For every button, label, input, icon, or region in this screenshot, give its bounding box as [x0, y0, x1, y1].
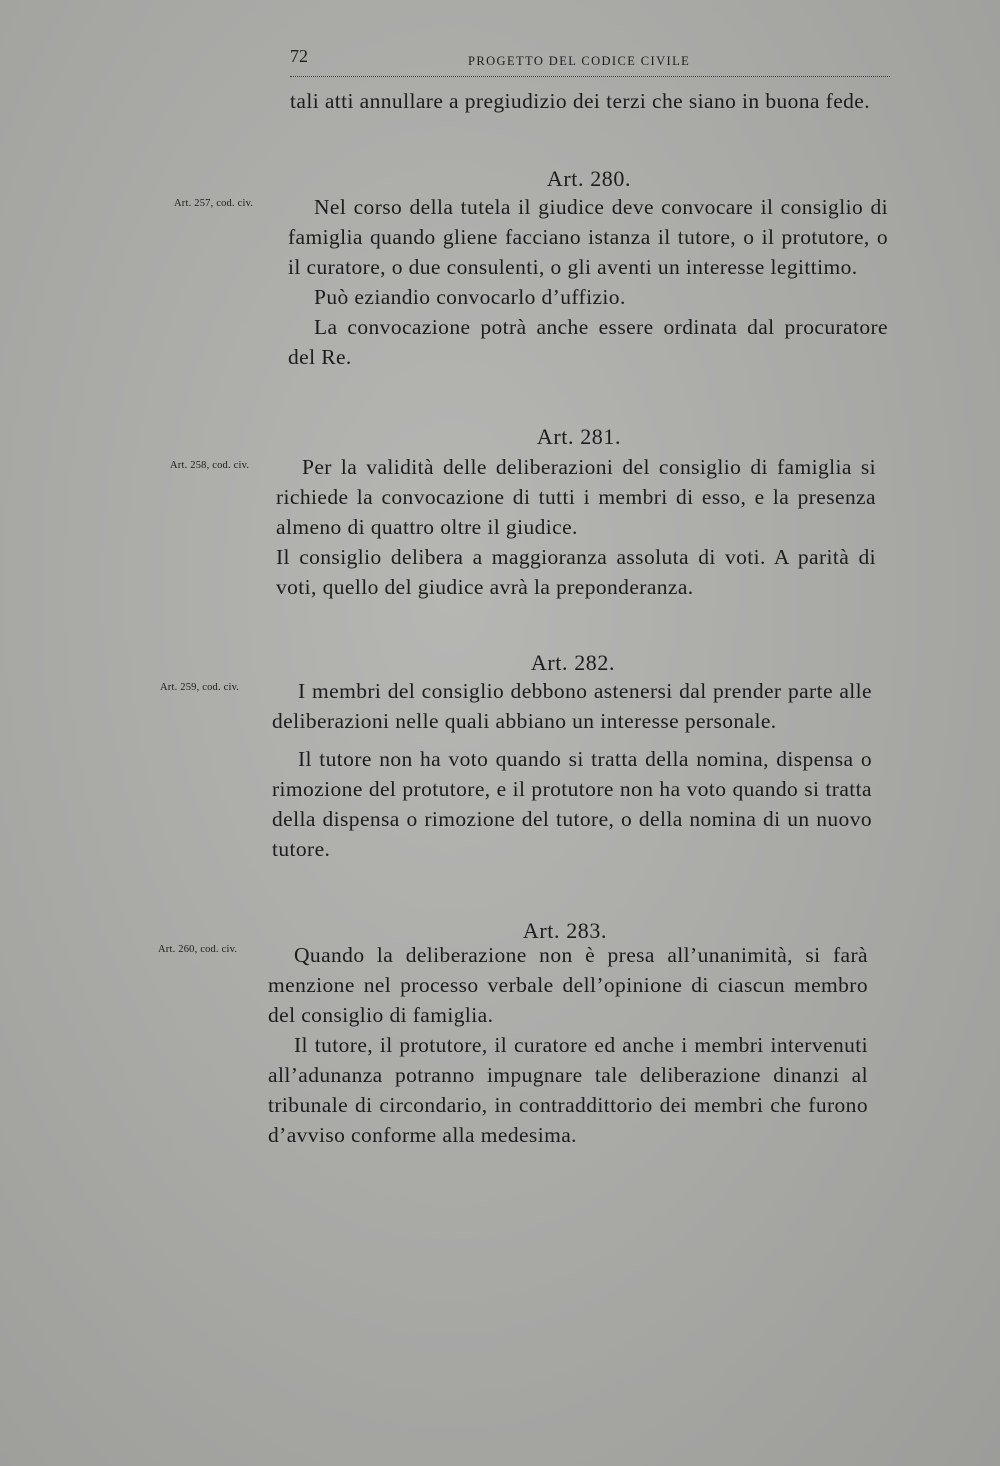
article-280-paragraph-3: La convocazione potrà anche essere ordinata dal procuratore del Re. — [288, 315, 888, 369]
article-282-body — [272, 676, 872, 864]
article-280-paragraph-1: Nel corso della tutela il giudice deve convocare il consiglio di famiglia quando gliene facciano istanza il tutore, o il protutore, o il curatore, o due consulenti, o gli aventi un interesse legittimo. — [288, 195, 888, 279]
article-281-paragraph-1: Per la validità delle deliberazioni del consiglio di famiglia si richiede la convocazione di tutti i membri di esso, e la presenza almeno di quattro oltre il giudice. — [276, 455, 876, 539]
page-number: 72 — [290, 46, 308, 66]
article-281-paragraph-2: Il consiglio delibera a maggioranza assoluta di voti. A parità di voti, quello del giudice avrà la preponderanza. — [276, 545, 876, 599]
article-281-title: Art. 281. — [536, 424, 622, 449]
continuation-paragraph — [290, 86, 888, 116]
article-282-paragraph-1: I membri del consiglio debbono astenersi dal prender parte alle deliberazioni nelle quali abbiano un interesse personale. — [272, 679, 872, 733]
article-282-margin-note: Art. 259, cod. civ. — [160, 682, 240, 693]
article-281-body — [276, 452, 876, 602]
article-280-title: Art. 280. — [546, 166, 632, 191]
article-283-paragraph-2: Il tutore, il protutore, il curatore ed anche i membri intervenuti all’adunanza potranno impugnare tale deliberazione dinanzi al tribunale di circondario, in contraddittorio dei membri che furono d’avviso conforme alla medesima. — [268, 1033, 868, 1147]
continuation-text: tali atti annullare a pregiudizio dei terzi che siano in buona fede. — [290, 89, 871, 113]
article-280-paragraph-2: Può eziandio convocarlo d’uffizio. — [314, 285, 626, 309]
page-header — [290, 46, 890, 77]
article-283-title: Art. 283. — [522, 918, 608, 943]
article-282-paragraph-2: Il tutore non ha voto quando si tratta della nomina, dispensa o rimozione del protutore, e il protutore non ha voto quando si tratta della dispensa o rimozione del tutore, o della nomina di un nuovo tutore. — [272, 747, 872, 861]
article-281-margin-note: Art. 258, cod. civ. — [170, 460, 250, 471]
article-283-body — [268, 940, 868, 1150]
article-283-margin-note: Art. 260, cod. civ. — [158, 944, 238, 955]
article-280-body — [288, 192, 888, 372]
article-283-paragraph-1: Quando la deliberazione non è presa all’unanimità, si farà menzione nel processo verbale dell’opinione di ciascun membro del consiglio di famiglia. — [268, 943, 868, 1027]
article-282-title: Art. 282. — [530, 650, 616, 675]
article-280-margin-note: Art. 257, cod. civ. — [174, 198, 254, 209]
running-title: PROGETTO DEL CODICE CIVILE — [468, 54, 691, 68]
